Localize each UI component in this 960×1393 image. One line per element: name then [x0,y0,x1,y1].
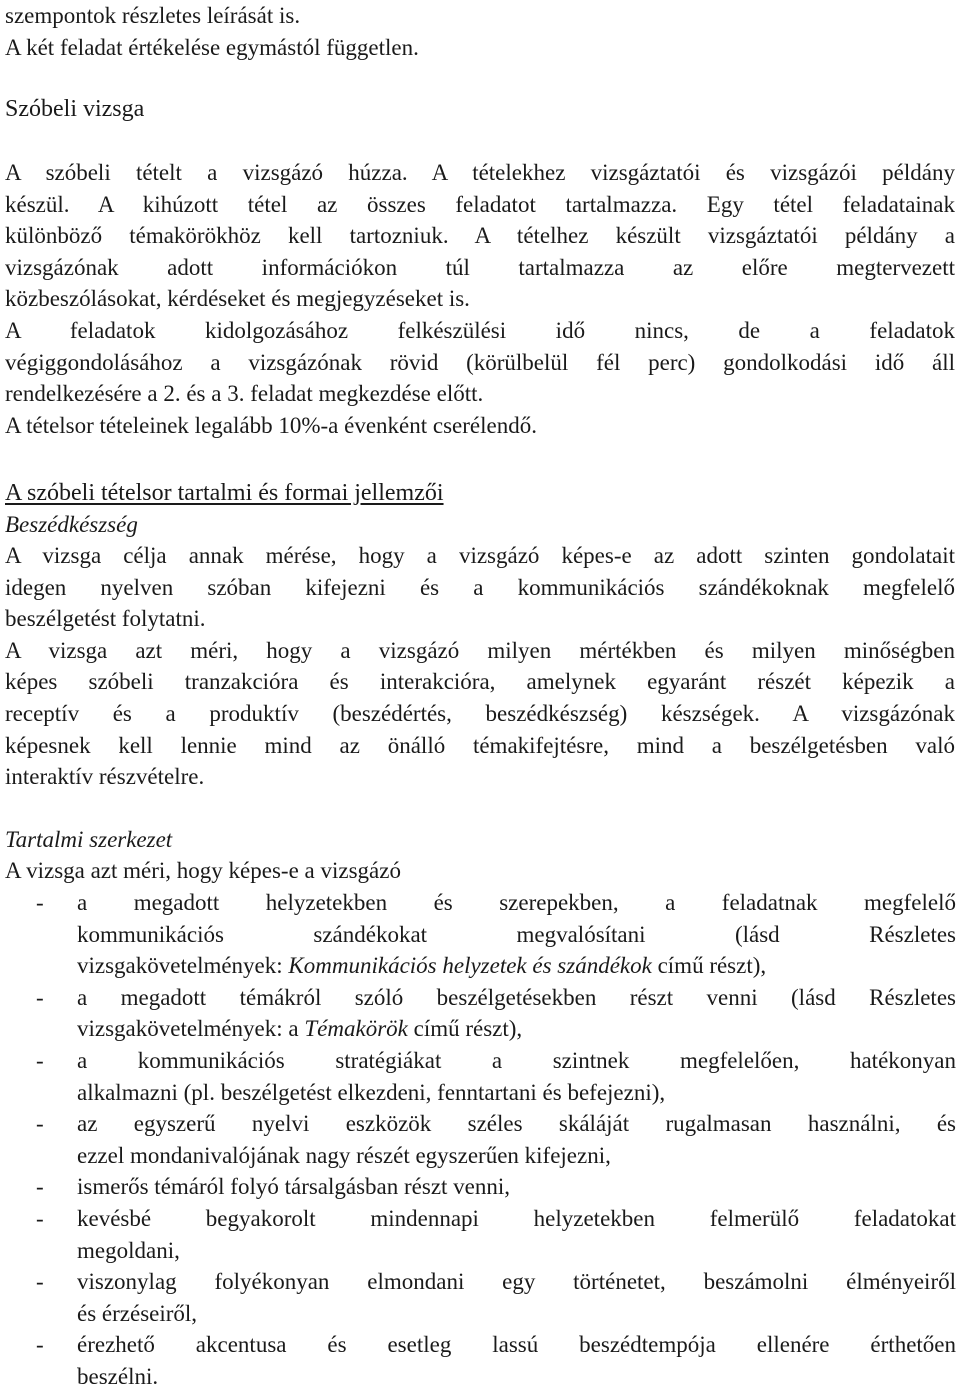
text-line: rendelkezésére a 2. és a 3. feladat megkezdése előtt. [5,381,484,407]
list-item [36,1108,956,1171]
text-span: vizsgakövetelmények: a [77,1016,305,1042]
subheading-speaking: Beszédkészség [5,512,138,537]
text-line: viszonylag folyékonyan elmondani egy történetet, beszámolni élményeiről [77,1269,956,1295]
text-line: kevésbé begyakorolt mindennapi helyzetekben felmerülő feladatokat [77,1205,956,1231]
text-line: megoldani, [77,1237,180,1263]
list-dash: - [36,1047,44,1073]
list-item [36,887,956,982]
text-line: A vizsga azt méri, hogy a vizsgázó milyen mértékben és milyen minőségben [5,637,955,663]
list-item [36,982,956,1045]
list-dash: - [36,1332,44,1358]
oral-exam-intro [5,157,955,441]
text-line [77,1013,956,1045]
text-line: beszélgetést folytatni. [5,606,206,632]
text-line: és érzéseiről, [77,1300,198,1326]
text-line: beszélni. [77,1363,159,1389]
top-paragraph [5,0,955,63]
text-line: interaktív részvételre. [5,764,205,790]
text-span: vizsgakövetelmények: [77,953,289,979]
list-item [36,1266,956,1329]
text-line [77,950,956,982]
list-dash: - [36,1269,44,1295]
text-line: képes szóbeli tranzakcióra és interakcióra, amelynek egyaránt részét képezik a [5,669,955,695]
text-line: ismerős témáról folyó társalgásban részt venni, [77,1174,511,1200]
section-heading: A szóbeli tételsor tartalmi és formai jellemzői [5,480,444,506]
competency-list [36,887,956,1393]
content-intro: A vizsga azt méri, hogy képes-e a vizsgázó [5,858,401,883]
text-span: című részt), [651,953,767,979]
text-line: különböző témakörökhöz kell tartozniuk. A tételhez készült vizsgáztatói példány a [5,223,955,249]
text-line: A feladatok kidolgozásához felkészülési idő nincs, de a feladatok [5,317,955,343]
list-item [36,1045,956,1108]
text-line: végiggondolásához a vizsgázónak rövid (körülbelül fél perc) gondolkodási idő áll [5,349,955,375]
text-line: készül. A kihúzott tétel az összes feladatot tartalmazza. Egy tétel feladatainak [5,191,955,217]
text-line: A vizsga célja annak mérése, hogy a vizsgázó képes-e az adott szinten gondolatait [5,543,955,568]
list-dash: - [36,1205,44,1231]
emphasis-text: Témakörök [304,1016,408,1042]
text-line: receptív és a produktív (beszédértés, beszédkészség) készségek. A vizsgázónak [5,700,955,726]
list-item [36,1329,956,1392]
text-line: A szóbeli tételt a vizsgázó húzza. A tételekhez vizsgáztatói és vizsgázói példány [5,160,955,185]
text-line: érezhető akcentusa és esetleg lassú beszédtempója ellenére érthetően [77,1332,956,1358]
emphasis-text: Kommunikációs helyzetek és szándékok [288,953,652,979]
text-line: a megadott helyzetekben és szerepekben, a feladatnak megfelelő [77,890,956,915]
text-line: A tételsor tételeinek legalább 10%-a évenként cserélendő. [5,412,537,438]
text-line: ezzel mondanivalójának nagy részét egyszerűen kifejezni, [77,1142,611,1168]
text-line: kommunikációs szándékokat megvalósítani (lásd Részletes [77,921,956,947]
text-line: közbeszólásokat, kérdéseket és megjegyzéseket is. [5,286,470,312]
text-span: című részt), [407,1016,523,1042]
speaking-paragraph [5,540,955,793]
subheading-content: Tartalmi szerkezet [5,827,173,852]
list-item [36,1203,956,1266]
text-line: az egyszerű nyelvi eszközök széles skáláját rugalmasan használni, és [77,1111,956,1137]
list-dash: - [36,1174,44,1200]
text-line: idegen nyelven szóban kifejezni és a kommunikációs szándékoknak megfelelő [5,574,955,600]
list-dash: - [36,984,44,1010]
text-line: szempontok részletes leírását is. [5,3,301,28]
text-line: alkalmazni (pl. beszélgetést elkezdeni, fenntartani és befejezni), [77,1079,666,1105]
oral-exam-heading: Szóbeli vizsga [5,96,145,122]
text-line: vizsgázónak adott információkon túl tartalmazza az előre megtervezett [5,254,955,280]
list-dash: - [36,1111,44,1137]
text-line: képesnek kell lennie mind az önálló témakifejtésre, mind a beszélgetésben való [5,732,955,758]
text-line: a megadott témákról szóló beszélgetésekben részt venni (lásd Részletes [77,984,956,1010]
list-dash: - [36,890,44,915]
text-line: a kommunikációs stratégiákat a szintnek megfelelően, hatékonyan [77,1047,956,1073]
text-line: A két feladat értékelése egymástól független. [5,34,419,60]
list-item [36,1171,956,1203]
